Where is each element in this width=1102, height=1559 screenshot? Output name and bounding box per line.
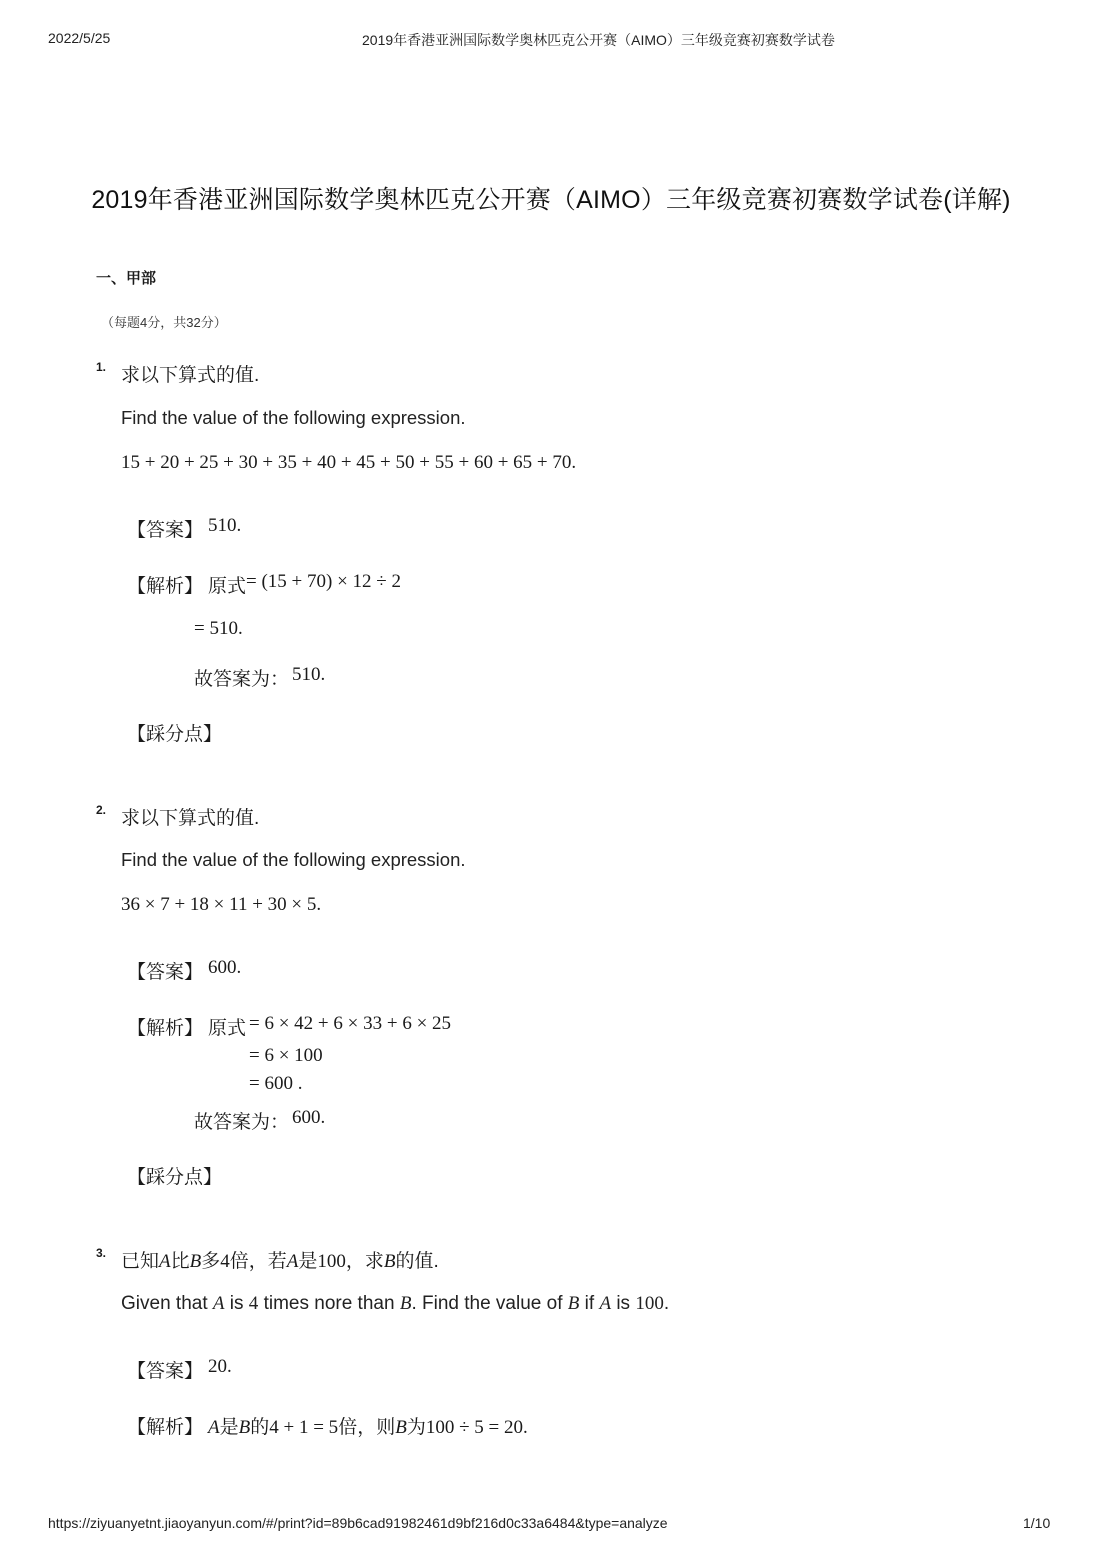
conclusion-prefix: 故答案为： xyxy=(194,669,290,690)
text-run: . Find the value of xyxy=(411,1293,563,1314)
question-number: 3. xyxy=(96,1246,107,1260)
math-var: B xyxy=(383,1251,396,1272)
analysis-line xyxy=(208,1412,528,1439)
answer-label: 【答案】 xyxy=(127,962,204,983)
text-run: 比 xyxy=(170,1251,190,1272)
math-var: A xyxy=(208,1417,220,1438)
math-expression: 4 + 1 = 5 xyxy=(269,1417,339,1438)
analysis-line: = 600 . xyxy=(249,1073,303,1094)
math-num: 4 xyxy=(220,1251,230,1272)
question-text-en: Find the value of the following expression. xyxy=(121,849,466,870)
text-run: 的 xyxy=(250,1417,270,1438)
answer-label: 【答案】 xyxy=(127,1361,204,1382)
text-run: 已知 xyxy=(121,1251,160,1272)
text-run: if xyxy=(584,1293,595,1314)
text-run: 的值. xyxy=(395,1251,439,1272)
math-var: A xyxy=(159,1251,171,1272)
page-number: 1/10 xyxy=(1023,1515,1051,1531)
question-number: 1. xyxy=(96,360,107,374)
scoring-label: 【踩分点】 xyxy=(127,724,223,745)
footer-url: https://ziyuanyetnt.jiaoyanyun.com/#/print?id=89b6cad91982461d9bf216d0c33a6484&type=analyze xyxy=(48,1515,668,1531)
section-heading: 一、甲部 xyxy=(96,270,157,287)
document-title: 2019年香港亚洲国际数学奥林匹克公开赛（AIMO）三年级竞赛初赛数学试卷(详解) xyxy=(91,186,1011,214)
math-var: B xyxy=(189,1251,202,1272)
analysis-label: 【解析】 xyxy=(127,1417,204,1438)
text-run: times nore than xyxy=(263,1293,395,1314)
math-num: 100 xyxy=(635,1293,664,1314)
answer-value: 510. xyxy=(208,515,242,536)
answer-value: 600. xyxy=(208,957,242,978)
analysis-prefix: 原式 xyxy=(208,1018,247,1039)
text-run: 为 xyxy=(406,1417,426,1438)
question-text-cn: 求以下算式的值. xyxy=(121,808,260,829)
question-text-en: Find the value of the following expression. xyxy=(121,407,466,428)
math-var: A xyxy=(212,1293,225,1314)
text-run: 是 xyxy=(298,1251,318,1272)
math-var: A xyxy=(286,1251,299,1272)
math-var: B xyxy=(238,1417,251,1438)
conclusion-value: 600. xyxy=(292,1107,326,1128)
conclusion-value: 510. xyxy=(292,664,326,685)
print-date: 2022/5/25 xyxy=(48,30,111,46)
text-run: 倍，则 xyxy=(338,1417,396,1438)
answer-label: 【答案】 xyxy=(127,520,204,541)
answer-value: 20. xyxy=(208,1356,232,1377)
math-var: B xyxy=(399,1293,412,1314)
analysis-prefix: 原式 xyxy=(208,576,247,597)
analysis-label: 【解析】 xyxy=(127,576,204,597)
analysis-line: = 6 × 100 xyxy=(249,1045,323,1066)
text-run: 是 xyxy=(219,1417,239,1438)
text-run: . xyxy=(663,1293,670,1314)
conclusion-prefix: 故答案为： xyxy=(194,1112,290,1133)
question-expression: 15 + 20 + 25 + 30 + 35 + 40 + 45 + 50 + 55 + 60 + 65 + 70. xyxy=(121,452,577,473)
question-text-cn xyxy=(121,1246,439,1273)
text-run: is xyxy=(229,1293,244,1314)
analysis-label: 【解析】 xyxy=(127,1018,204,1039)
text-run: 多 xyxy=(201,1251,221,1272)
text-run: Given that xyxy=(121,1293,208,1314)
section-note: （每题4分，共32分） xyxy=(101,315,227,330)
text-run: ，求 xyxy=(345,1251,384,1272)
analysis-line: = 6 × 42 + 6 × 33 + 6 × 25 xyxy=(249,1013,452,1034)
analysis-line: = 510. xyxy=(194,618,243,639)
text-run: is xyxy=(616,1293,631,1314)
text-run: 倍，若 xyxy=(229,1251,287,1272)
math-var: B xyxy=(567,1293,580,1314)
question-text-en xyxy=(121,1293,669,1315)
math-var: A xyxy=(599,1293,612,1314)
question-expression: 36 × 7 + 18 × 11 + 30 × 5. xyxy=(121,894,322,915)
question-number: 2. xyxy=(96,803,107,817)
math-var: B xyxy=(395,1417,407,1438)
math-num: 4 xyxy=(248,1293,259,1314)
question-text-cn: 求以下算式的值. xyxy=(121,365,260,386)
scoring-label: 【踩分点】 xyxy=(127,1167,223,1188)
print-header-title: 2019年香港亚洲国际数学奥林匹克公开赛（AIMO）三年级竞赛初赛数学试卷 xyxy=(362,32,835,48)
analysis-line: = (15 + 70) × 12 ÷ 2 xyxy=(246,571,401,592)
math-expression: 100 ÷ 5 = 20. xyxy=(425,1417,528,1438)
math-num: 100 xyxy=(317,1251,346,1272)
